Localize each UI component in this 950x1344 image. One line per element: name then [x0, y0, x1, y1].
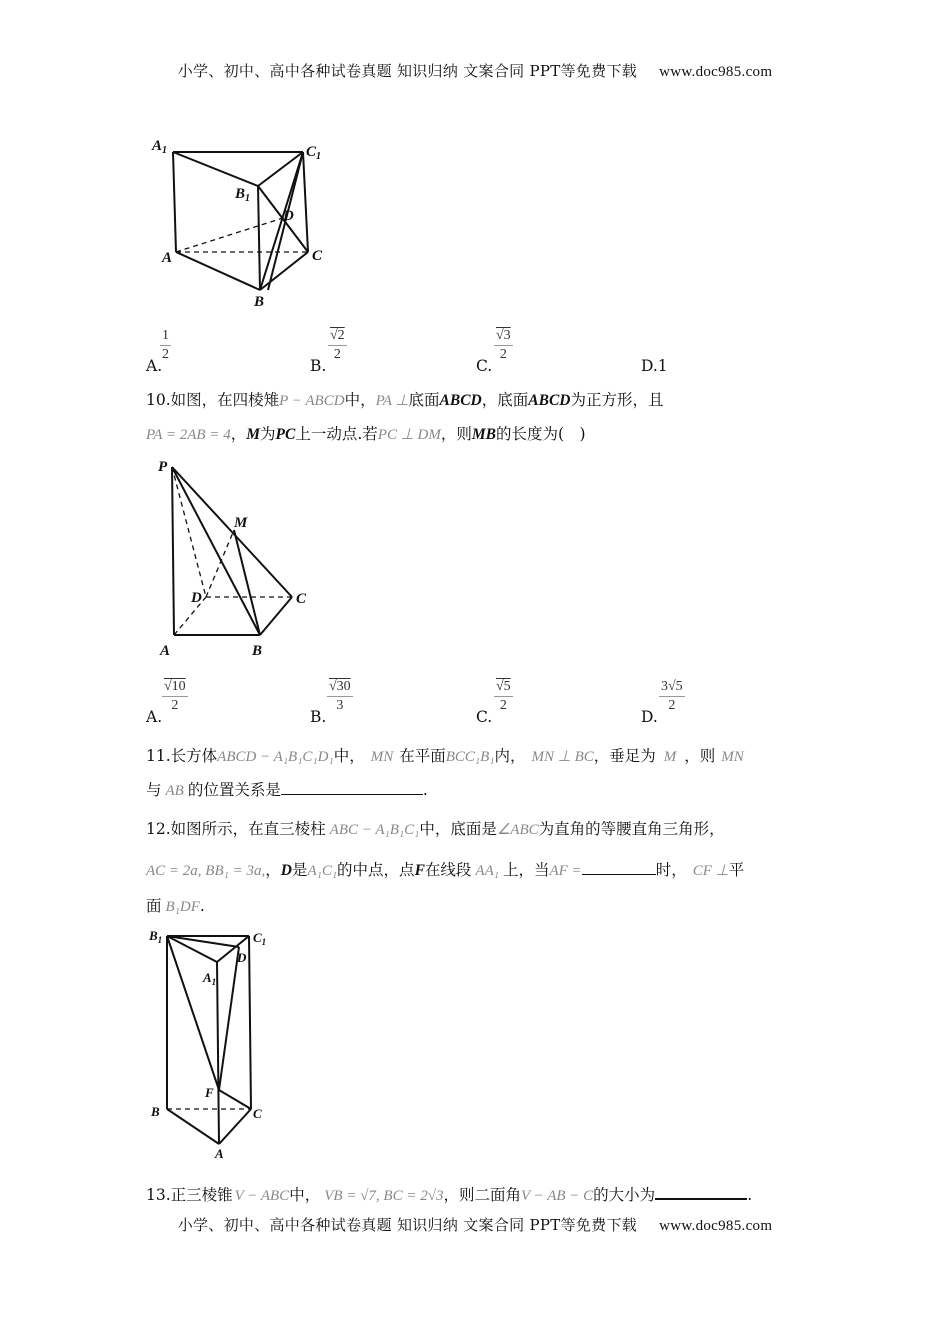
q10-option-d[interactable]: D.	[641, 708, 658, 726]
q10-option-c-frac: $\frac{√5}{2}$	[496, 679, 511, 713]
q11-answer-blank[interactable]	[281, 794, 423, 795]
q9-label-A1: $A_1$	[152, 138, 168, 156]
q11-line1: 11.长方体ABCD − A₁B₁C₁D₁中， MN 在平面BCC₁B₁内， MN ⊥ BC，垂足为 M ，则 MN	[146, 747, 744, 765]
q12-label-D: D	[237, 950, 247, 965]
q13-line1: 13.正三棱锥 V − ABC中， VB = √7, BC = 2√3，则二面角V − AB − C的大小为 .	[146, 1186, 753, 1204]
q12-label-B: B	[151, 1104, 160, 1119]
q12-label-C1: $C_1$	[253, 930, 267, 947]
q10-option-a[interactable]: A.	[146, 708, 163, 726]
q9-option-b-frac: $\frac{√2}{2}$	[330, 328, 345, 362]
q10-label-C: C	[296, 591, 307, 607]
q12-label-F: F	[205, 1085, 214, 1100]
q12-label-A: A	[215, 1146, 224, 1161]
q12-answer-blank[interactable]	[582, 874, 656, 875]
header-url[interactable]: www.doc985.com	[659, 64, 773, 80]
q12-line3: 面 B₁DF.	[146, 897, 205, 915]
q9-label-B1: $B_1$	[235, 186, 251, 204]
q10-label-D: D	[191, 590, 202, 606]
q12-label-C: C	[253, 1106, 262, 1121]
q9-label-C: C	[312, 248, 323, 264]
q9-option-c[interactable]: C.	[476, 357, 493, 375]
q10-option-c[interactable]: C.	[476, 708, 493, 726]
q10-label-A: A	[160, 643, 171, 659]
q9-figure	[140, 130, 340, 315]
q10-label-P: P	[158, 459, 168, 475]
q10-option-b-frac: $\frac{√30}{3}$	[329, 679, 351, 713]
q9-label-C1: $C_1$	[306, 144, 322, 162]
q10-label-B: B	[252, 643, 263, 659]
q13-answer-blank[interactable]	[655, 1198, 747, 1200]
q9-option-a[interactable]: A.	[146, 357, 163, 375]
q10-label-M: M	[234, 515, 248, 531]
footer-text: 小学、初中、高中各种试卷真题 知识归纳 文案合同 PPT等免费下载	[177, 1216, 638, 1234]
q9-option-c-frac: $\frac{√3}{2}$	[496, 328, 511, 362]
q9-label-A: A	[162, 250, 173, 266]
q9-option-d[interactable]: D.1	[641, 357, 668, 375]
q9-label-B: B	[254, 294, 265, 310]
q10-option-d-frac: $\frac{3√5}{2}$	[661, 679, 683, 713]
q9-label-D: D	[283, 208, 294, 224]
q12-label-A1: $A_1$	[203, 970, 217, 987]
q12-figure	[145, 922, 285, 1162]
q10-figure	[150, 455, 330, 660]
page-footer	[0, 1214, 950, 1235]
footer-url[interactable]: www.doc985.com	[659, 1218, 773, 1234]
q10-option-b[interactable]: B.	[310, 708, 327, 726]
page-header	[0, 60, 950, 81]
header-text: 小学、初中、高中各种试卷真题 知识归纳 文案合同 PPT等免费下载	[177, 62, 638, 80]
q9-option-b[interactable]: B.	[310, 357, 327, 375]
q11-line2: 与 AB 的位置关系是 .	[146, 781, 428, 799]
q12-line2: AC = 2a, BB₁ = 3a,，D是A₁C₁的中点，点F在线段 AA₁ 上，当AF = 时， CF ⊥平	[146, 861, 745, 879]
q10-line1: 10.如图，在四棱雉P − ABCD中，PA ⊥底面ABCD，底面ABCD为正方形，且	[146, 391, 664, 409]
q12-line1: 12.如图所示，在直三棱柱 ABC − A₁B₁C₁中，底面是∠ABC为直角的等腰直角三角形，	[146, 820, 725, 838]
q10-line2: PA = 2AB = 4，M为PC上一动点.若PC ⊥ DM，则MB的长度为( )	[146, 425, 586, 443]
q10-option-a-frac: $\frac{√10}{2}$	[164, 679, 186, 713]
q12-label-B1: $B_1$	[149, 928, 163, 945]
q9-option-a-frac: $\frac{1}{2}$	[162, 328, 169, 362]
